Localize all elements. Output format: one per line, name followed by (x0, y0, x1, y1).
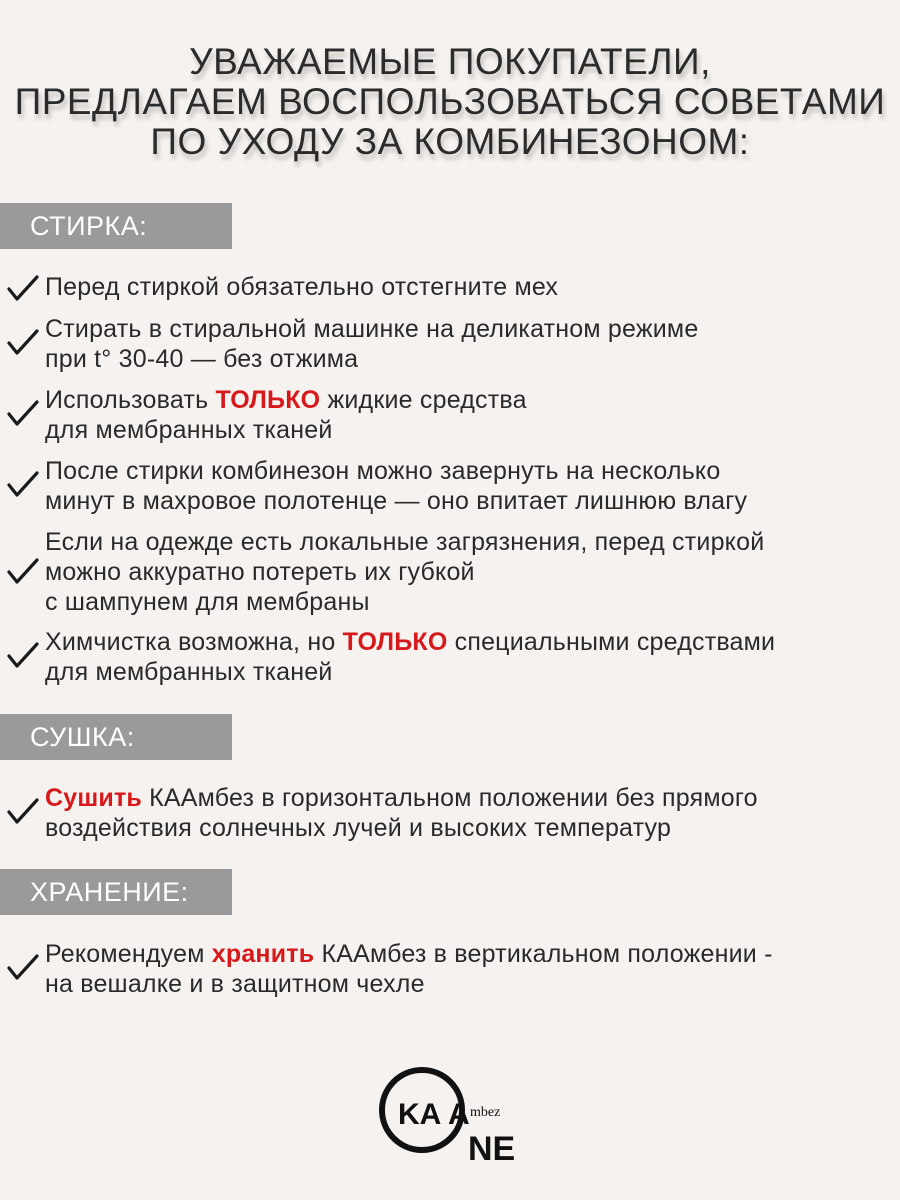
item-line: Если на одежде есть локальные загрязнения, перед стиркой (45, 528, 765, 556)
item-text-part: Химчистка возможна, но (45, 628, 343, 656)
item-line: на вешалке и в защитном чехле (45, 970, 425, 998)
item-line: с шампунем для мембраны (45, 588, 370, 616)
item-line: воздействия солнечных лучей и высоких температур (45, 814, 672, 842)
title-line-1: УВАЖАЕМЫЕ ПОКУПАТЕЛИ, (189, 41, 711, 82)
item-line: Перед стиркой обязательно отстегните мех (45, 273, 559, 301)
item-text-part: специальными средствами (447, 628, 776, 656)
item-line: можно аккуратно потереть их губкой (45, 558, 475, 586)
section-header-drying: СУШКА: (0, 714, 232, 760)
item-text-part: жидкие средства (320, 386, 527, 414)
logo-a: A (448, 1098, 470, 1131)
highlight-store: хранить (211, 940, 315, 968)
item-text-part: Использовать (45, 386, 216, 414)
item-line: После стирки комбинезон можно завернуть на несколько (45, 457, 721, 485)
checkmark-icon (6, 641, 40, 671)
item-line: Стирать в стиральной машинке на деликатном режиме (45, 315, 699, 343)
checkmark-icon (6, 274, 40, 304)
item-line: при t° 30-40 — без отжима (45, 345, 359, 373)
item-text-part: КААмбез в горизонтальном положении без прямого (141, 784, 758, 812)
checkmark-icon (6, 470, 40, 500)
checkmark-icon (6, 797, 40, 827)
section-header-storage: ХРАНЕНИЕ: (0, 869, 232, 915)
brand-logo (376, 1064, 536, 1174)
item-line: для мембранных тканей (45, 658, 333, 686)
checkmark-icon (6, 953, 40, 983)
item-line: минут в махровое полотенце — оно впитает лишнюю влагу (45, 487, 748, 515)
highlight-dry: Сушить (45, 784, 142, 812)
item-text-part: Рекомендуем (45, 940, 212, 968)
checkmark-icon (6, 557, 40, 587)
checkmark-icon (6, 399, 40, 429)
page-title (0, 42, 900, 162)
section-header-washing: СТИРКА: (0, 203, 232, 249)
highlight-only: ТОЛЬКО (342, 628, 448, 656)
logo-ka: KA (398, 1098, 442, 1131)
logo-ne: NE (468, 1130, 516, 1168)
item-text-part: КААмбез в вертикальном положении - (314, 940, 773, 968)
title-line-3: ПО УХОДУ ЗА КОМБИНЕЗОНОМ: (150, 121, 750, 162)
highlight-only: ТОЛЬКО (215, 386, 321, 414)
logo-mbez: mbez (470, 1105, 501, 1120)
title-line-2: ПРЕДЛАГАЕМ ВОСПОЛЬЗОВАТЬСЯ СОВЕТАМИ (14, 81, 886, 122)
checkmark-icon (6, 328, 40, 358)
item-line: для мембранных тканей (45, 416, 333, 444)
